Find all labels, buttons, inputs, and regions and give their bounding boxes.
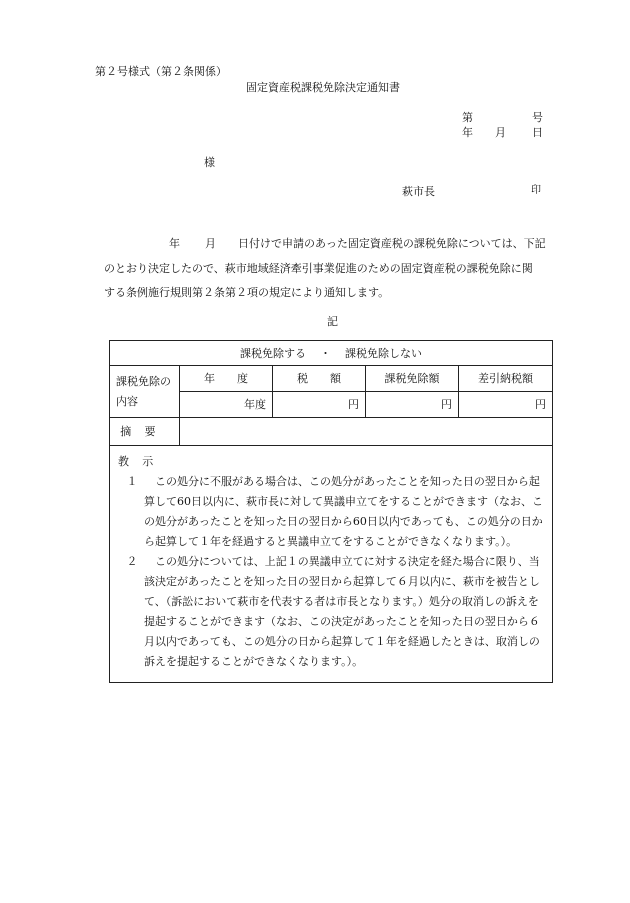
header-tax-amount: 税 額 [273,366,366,392]
header-net-tax: 差引納税額 [459,366,553,392]
number-suffix: 号 [532,111,543,124]
option-separator: ・ [320,346,332,360]
instruction-item [116,552,546,672]
option-exempt[interactable]: 課税免除する [240,346,307,360]
instruction-item-number: １ [126,475,138,488]
instruction-title [116,452,546,472]
summary-label-text: 摘要 [120,425,169,438]
form-number: 第２号様式（第２条関係） [95,65,227,78]
addressee: 様 [204,156,215,169]
header-exempt-amount: 課税免除額 [366,366,459,392]
notice-body [104,232,564,306]
option-not-exempt[interactable]: 課税免除しない [345,346,423,360]
body-line-2: のとおり決定したので、萩市地域経済牽引事業促進のための固定資産税の課税免除に関 [104,261,533,275]
value-tax-amount[interactable]: 円 [273,392,366,418]
instruction-item-text: この処分に不服がある場合は、この処分があったことを知った日の翌日から起算して60日以内に、萩市長に対して異議申立てをすることができます（なお、この処分があったことを知った日の翌日から60日以内であっても、この処分の日から起算して１年を経過すると異議申立てをすることができなくなります。）。 [144,475,543,548]
body-line-1 [104,232,564,257]
decision-options [110,341,553,366]
number-prefix: 第 [462,111,473,124]
document-number [462,111,543,124]
date-month: 月 [495,126,506,139]
instruction-item-number: ２ [126,555,138,568]
summary-value[interactable] [180,418,553,446]
date-year: 年 [462,126,473,139]
exemption-content-label-2: 内容 [116,394,138,408]
instruction-item-text: この処分については、上記１の異議申立てに対する決定を経た場合に限り、当該決定があったことを知った日の翌日から起算して６月以内に、萩市を被告として、（訴訟において萩市を代表する者は市長となります。）処分の取消しの訴えを提起することができます（なお、この決定があったことを知った日の翌日から６月以内であっても、この処分の日から起算して１年を経過したときは、取消しの訴えを提起することができなくなります。）。 [144,555,540,668]
summary-label [110,418,180,446]
header-fiscal-year: 年 度 [180,366,273,392]
body-line-3: する条例施行規則第２条第２項の規定により通知します。 [104,286,390,299]
value-net-tax[interactable]: 円 [459,392,553,418]
document-title: 固定資産税課税免除決定通知書 [246,81,400,94]
instruction-title-text: 教示 [118,455,167,468]
body-month: 月 [205,237,216,250]
exemption-content-label [110,366,180,418]
exemption-table [109,340,553,683]
instruction-item [116,472,546,552]
body-line-1-text: 日付けで申請のあった固定資産税の課税免除については、下記 [238,237,546,250]
exemption-content-label-1: 課税免除の [116,374,171,388]
instruction-section [110,446,553,683]
body-year: 年 [169,237,180,250]
issue-date [462,126,543,139]
seal-mark: 印 [531,185,541,196]
ki-heading: 記 [327,315,338,328]
value-exempt-amount[interactable]: 円 [366,392,459,418]
value-fiscal-year[interactable]: 年度 [180,392,273,418]
date-day: 日 [532,126,543,139]
issuer-name: 萩市長 [402,185,435,198]
